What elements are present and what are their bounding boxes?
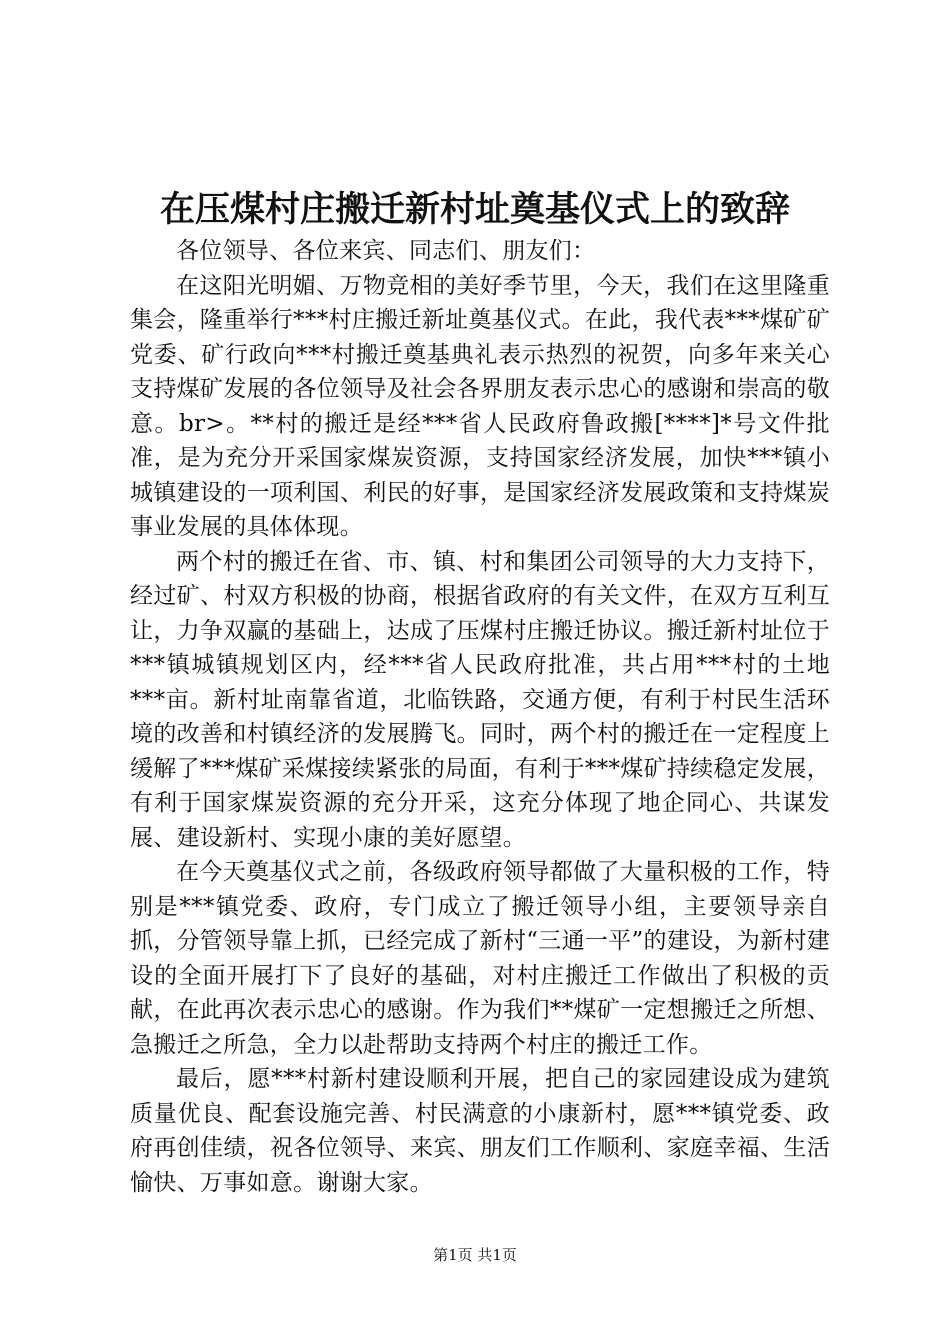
closing-paragraph: 最后，愿***村新村建设顺利开展，把自己的家园建设成为建筑质量优良、配套设施完善、村民满意的小康新村，愿***镇党委、政府再创佳绩，祝各位领导、来宾、朋友们工作顺利、家庭幸福、生活愉快、万事如意。谢谢大家。 bbox=[130, 1066, 830, 1196]
salutation-paragraph: 各位领导、各位来宾、同志们、朋友们： bbox=[176, 238, 596, 264]
page-number-footer: 第1页 共1页 bbox=[433, 1246, 517, 1264]
body-paragraph: 在今天奠基仪式之前，各级政府领导都做了大量积极的工作，特别是***镇党委、政府，专门成立了搬迁领导小组，主要领导亲自抓，分管领导靠上抓，已经完成了新村“三通一平”的建设，为新村建设的全面开展打下了良好的基础，对村庄搬迁工作做出了积极的贡献，在此再次表示忠心的感谢。作为我们**煤矿一定想搬迁之所想、急搬迁之所急，全力以赴帮助支持两个村庄的搬迁工作。 bbox=[130, 859, 830, 1058]
body-paragraph: 在这阳光明媚、万物竞相的美好季节里，今天，我们在这里隆重集会，隆重举行***村庄搬迁新址奠基仪式。在此，我代表***煤矿矿党委、矿行政向***村搬迁奠基典礼表示热烈的祝贺，向多年来关心支持煤矿发展的各位领导及社会各界朋友表示忠心的感谢和崇高的敬意。br>。**村的搬迁是经***省人民政府鲁政搬[****]*号文件批准，是为充分开采国家煤炭资源，支持国家经济发展，加快***镇小城镇建设的一项利国、利民的好事，是国家经济发展政策和支持煤炭事业发展的具体体现。 bbox=[130, 272, 830, 540]
document-body bbox=[130, 234, 830, 1200]
document-title: 在压煤村庄搬迁新村址奠基仪式上的致辞 bbox=[159, 189, 790, 230]
body-paragraph: 两个村的搬迁在省、市、镇、村和集团公司领导的大力支持下，经过矿、村双方积极的协商，根据省政府的有关文件，在双方互利互让，力争双赢的基础上，达成了压煤村庄搬迁协议。搬迁新村址位于***镇城镇规划区内，经***省人民政府批准，共占用***村的土地***亩。新村址南靠省道，北临铁路，交通方便，有利于村民生活环境的改善和村镇经济的发展腾飞。同时，两个村的搬迁在一定程度上缓解了***煤矿采煤接续紧张的局面，有利于***煤矿持续稳定发展，有利于国家煤炭资源的充分开采，这充分体现了地企同心、共谋发展、建设新村、实现小康的美好愿望。 bbox=[130, 548, 830, 851]
